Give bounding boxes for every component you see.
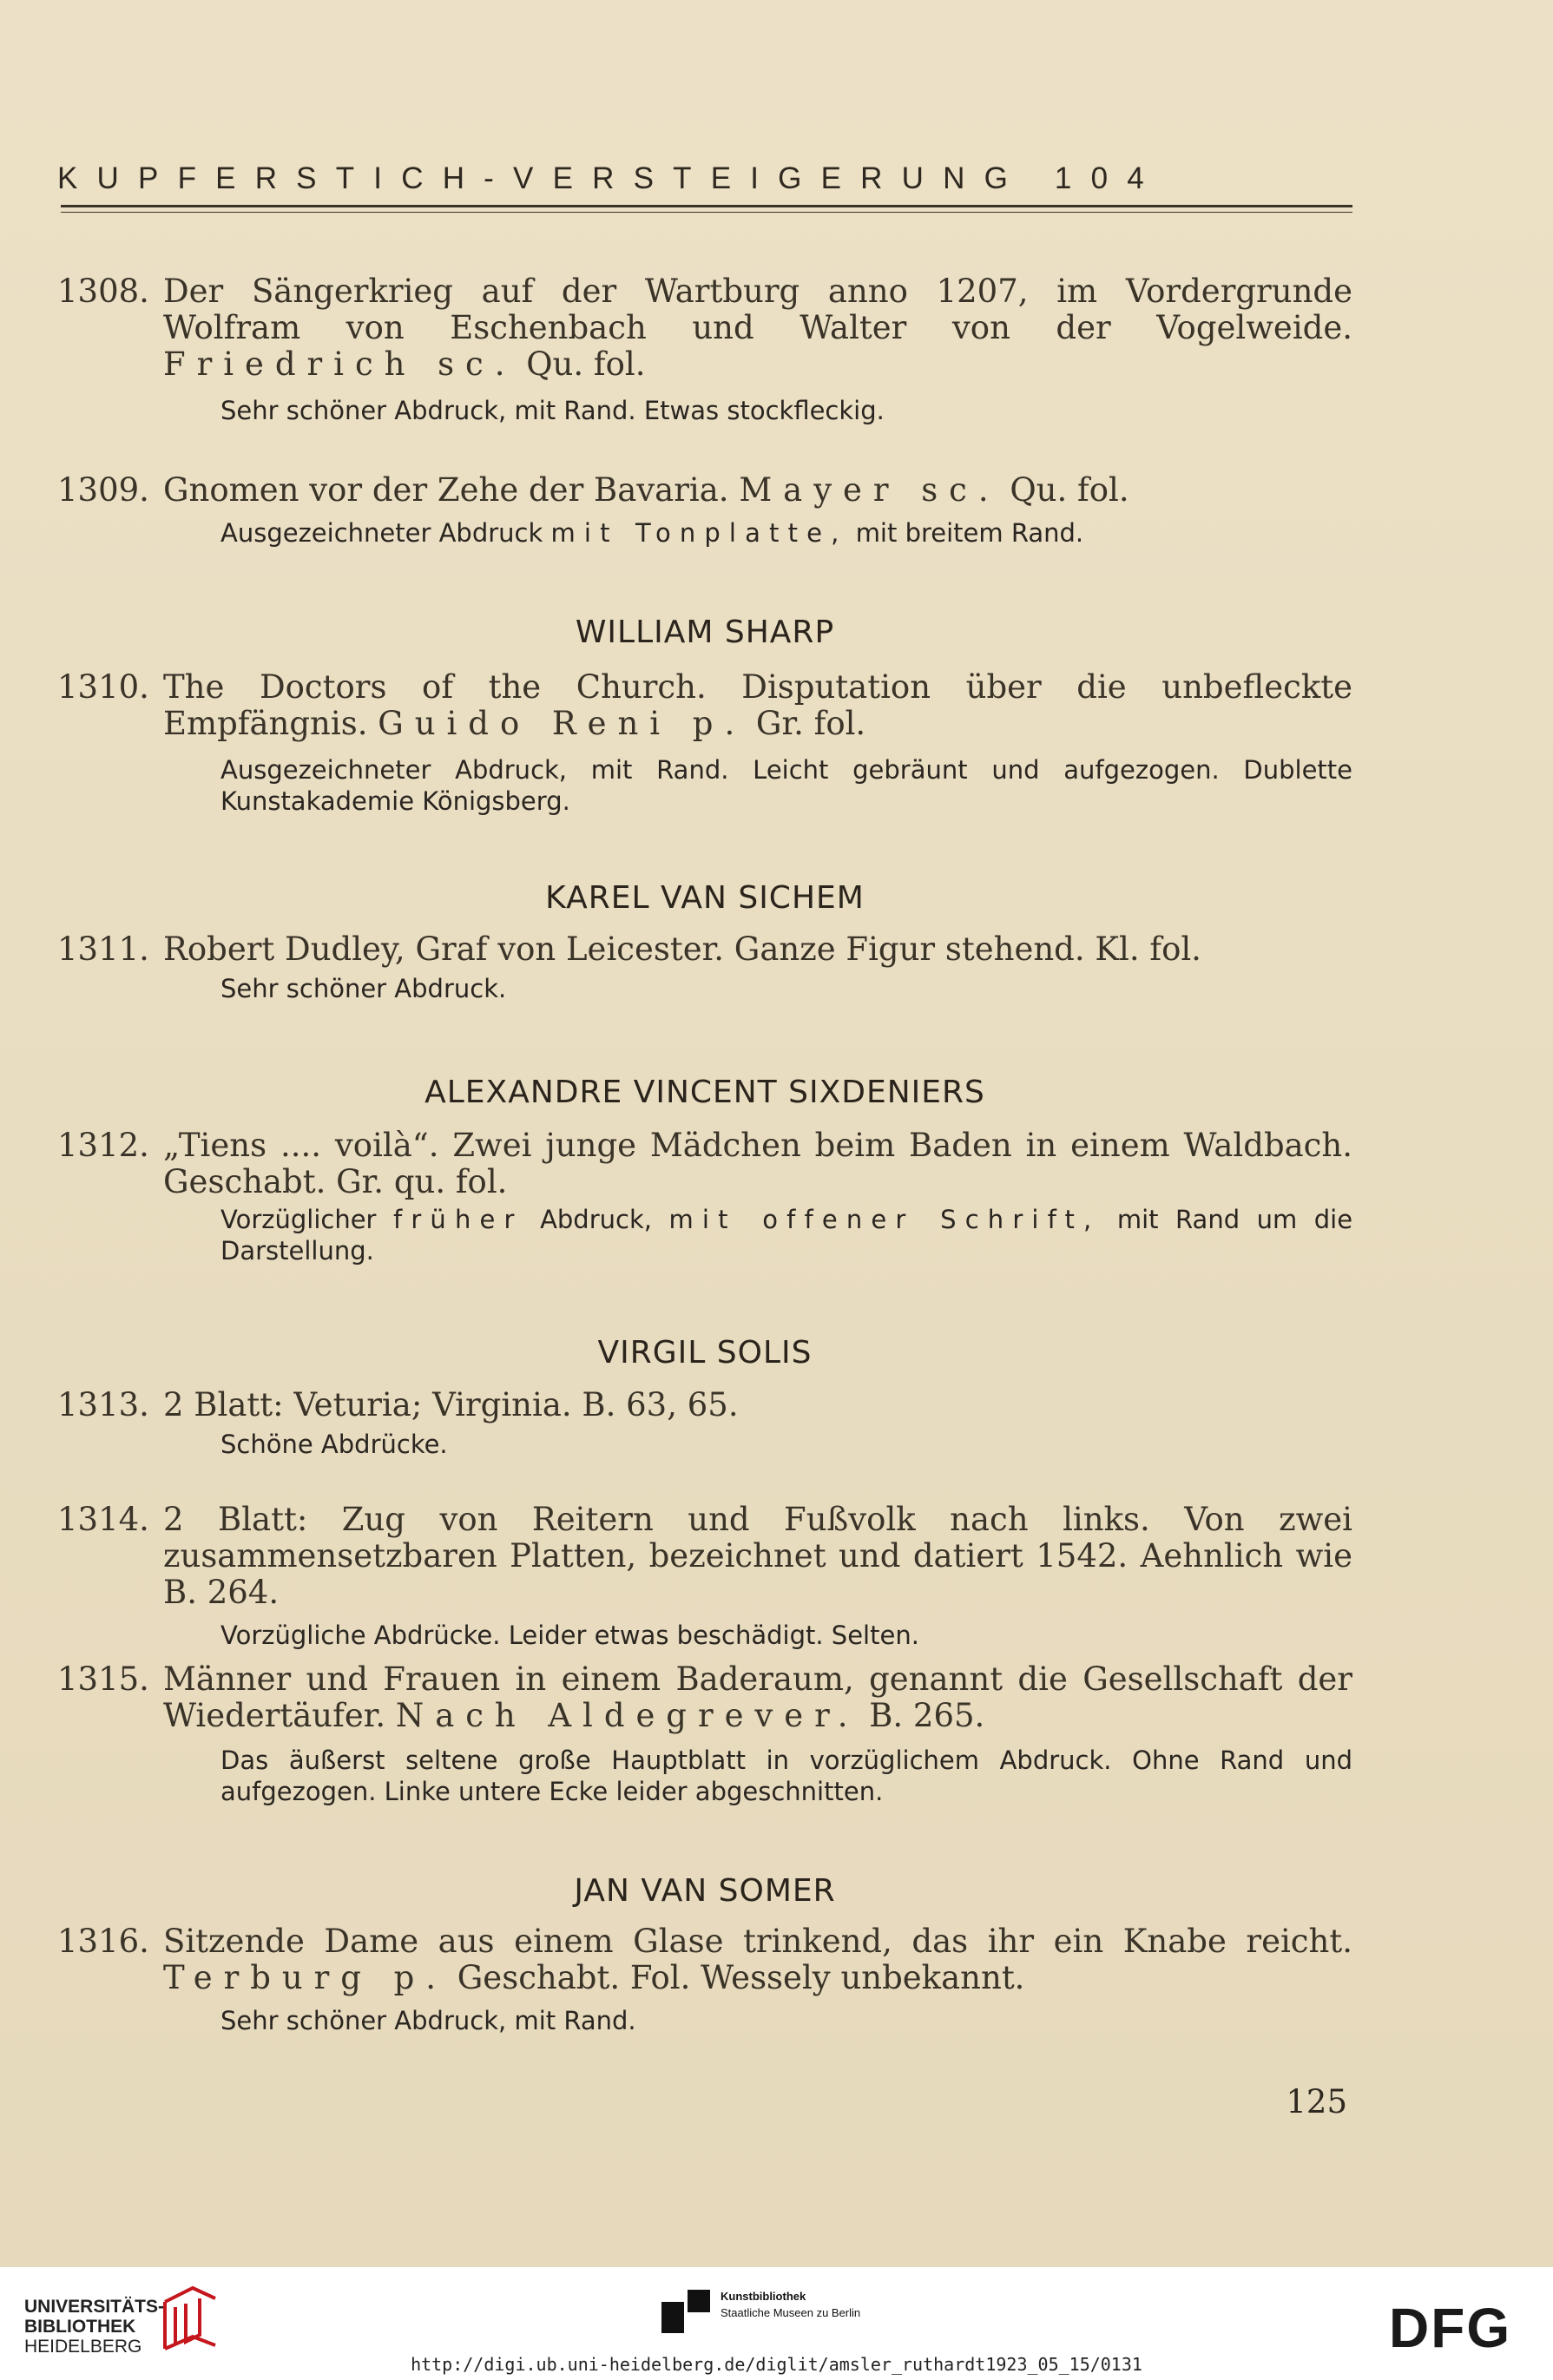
kunstbibliothek-logo-icon[interactable] — [661, 2290, 710, 2333]
catalog-entry — [57, 1387, 1352, 1460]
lot-format: Qu. fol. — [1010, 471, 1129, 509]
header-rule-thin — [61, 212, 1352, 213]
lot-number: 1316. — [57, 1923, 149, 1960]
artist-heading: JAN VAN SOMER — [574, 1873, 836, 1909]
lot-title: Der Sängerkrieg auf der Wartburg anno 1207, im Vordergrunde Wolfram von Eschenbach und Walter von der Vogelweide. Friedrich sc. Qu. fol. — [163, 273, 1352, 383]
running-head: KUPFERSTICH-VERSTEIGERUNG 104 — [57, 161, 1163, 195]
lot-note: Ausgezeichneter Abdruck, mit Rand. Leicht gebräunt und aufgezogen. Dublette Kunstakademie Königsberg. — [220, 755, 1352, 816]
lot-note: Schöne Abdrücke. — [220, 1430, 448, 1459]
catalog-entry — [57, 472, 1352, 549]
lot-artist: Terburg p. — [163, 1959, 447, 1996]
lot-format: Geschabt. Fol. Wessely unbekannt. — [457, 1959, 1025, 1996]
header-rule — [61, 205, 1352, 207]
lot-title: 2 Blatt: Zug von Reitern und Fußvolk nach links. Von zwei zusammensetzbaren Platten, bezeichnet und datiert 1542. Aehnlich wie B. 264. — [163, 1501, 1352, 1611]
lot-artist: Guido Reni p. — [378, 705, 747, 742]
lot-note: Sehr schöner Abdruck, mit Rand. Etwas stockfleckig. — [220, 396, 885, 425]
artist-heading: KAREL VAN SICHEM — [545, 880, 865, 916]
lot-number: 1315. — [57, 1660, 149, 1698]
lot-title: The Doctors of the Church. Disputation über die unbefleckte Empfängnis. Guido Reni p. Gr. fol. — [163, 668, 1352, 742]
lot-number: 1308. — [57, 273, 149, 310]
lot-format: B. 265. — [869, 1697, 985, 1734]
catalog-entry — [57, 669, 1352, 817]
lot-number: 1309. — [57, 471, 149, 509]
catalog-entry — [57, 1661, 1352, 1807]
catalog-entry — [57, 1128, 1352, 1266]
lot-note: Ausgezeichneter Abdruck mit Tonplatte, mit breitem Rand. — [220, 518, 1084, 548]
lot-number: 1313. — [57, 1386, 149, 1423]
lot-note: Das äußerst seltene große Hauptblatt in vorzüglichem Abdruck. Ohne Rand und aufgezogen. Linke untere Ecke leider abgeschnitten. — [220, 1746, 1352, 1806]
lot-note: Vorzügliche Abdrücke. Leider etwas beschädigt. Selten. — [220, 1621, 919, 1650]
artist-heading: WILLIAM SHARP — [575, 615, 835, 650]
lot-number: 1311. — [57, 930, 149, 968]
lot-title: „Tiens .... voilà“. Zwei junge Mädchen beim Baden in einem Waldbach. Geschabt. Gr. qu. fol. — [163, 1127, 1352, 1200]
artist-heading: VIRGIL SOLIS — [597, 1335, 813, 1371]
lot-artist: Friedrich sc. — [163, 345, 517, 383]
lot-title: Robert Dudley, Graf von Leicester. Ganze Figur stehend. Kl. fol. — [163, 930, 1201, 968]
lot-number: 1310. — [57, 668, 149, 706]
lot-title: Männer und Frauen in einem Baderaum, genannt die Gesellschaft der Wiedertäufer. Nach Aldegrever. B. 265. — [163, 1660, 1352, 1734]
lot-artist: Nach Aldegrever. — [395, 1697, 859, 1734]
lot-title: 2 Blatt: Veturia; Virginia. B. 63, 65. — [163, 1386, 739, 1423]
lot-title: Gnomen vor der Zehe der Bavaria. Mayer sc. Qu. fol. — [163, 471, 1129, 509]
lot-format: Gr. fol. — [755, 705, 866, 742]
library-logo-icon[interactable] — [158, 2285, 220, 2352]
catalog-entry — [57, 1502, 1352, 1651]
lot-title: Sitzende Dame aus einem Glase trinkend, das ihr ein Knabe reicht. Terburg p. Geschabt. Fol. Wessely unbekannt. — [163, 1923, 1352, 1996]
lot-number: 1314. — [57, 1501, 149, 1538]
catalog-entry — [57, 931, 1352, 1004]
catalog-entry — [57, 273, 1352, 426]
lot-number: 1312. — [57, 1127, 149, 1164]
lot-note: Vorzüglicher früher Abdruck, mit offener Schrift, mit Rand um die Darstellung. — [220, 1205, 1353, 1266]
dfg-logo[interactable]: DFG — [1389, 2297, 1512, 2359]
artist-heading: ALEXANDRE VINCENT SIXDENIERS — [424, 1075, 985, 1110]
kunstbibliothek-logo-text[interactable]: Kunstbibliothek Staatliche Museen zu Berlin — [721, 2290, 861, 2319]
page-number: 125 — [1286, 2083, 1347, 2120]
permalink-url[interactable]: http://digi.ub.uni-heidelberg.de/diglit/amsler_ruthardt1923_05_15/0131 — [411, 2354, 1142, 2375]
catalog-entry — [57, 1923, 1352, 2036]
lot-note: Sehr schöner Abdruck, mit Rand. — [220, 2006, 636, 2035]
lot-artist: Mayer sc. — [739, 471, 1000, 509]
lot-note: Sehr schöner Abdruck. — [220, 974, 507, 1003]
lot-format: Qu. fol. — [526, 345, 646, 383]
library-logo-text[interactable]: UNIVERSITÄTS- BIBLIOTHEK HEIDELBERG — [24, 2297, 165, 2357]
